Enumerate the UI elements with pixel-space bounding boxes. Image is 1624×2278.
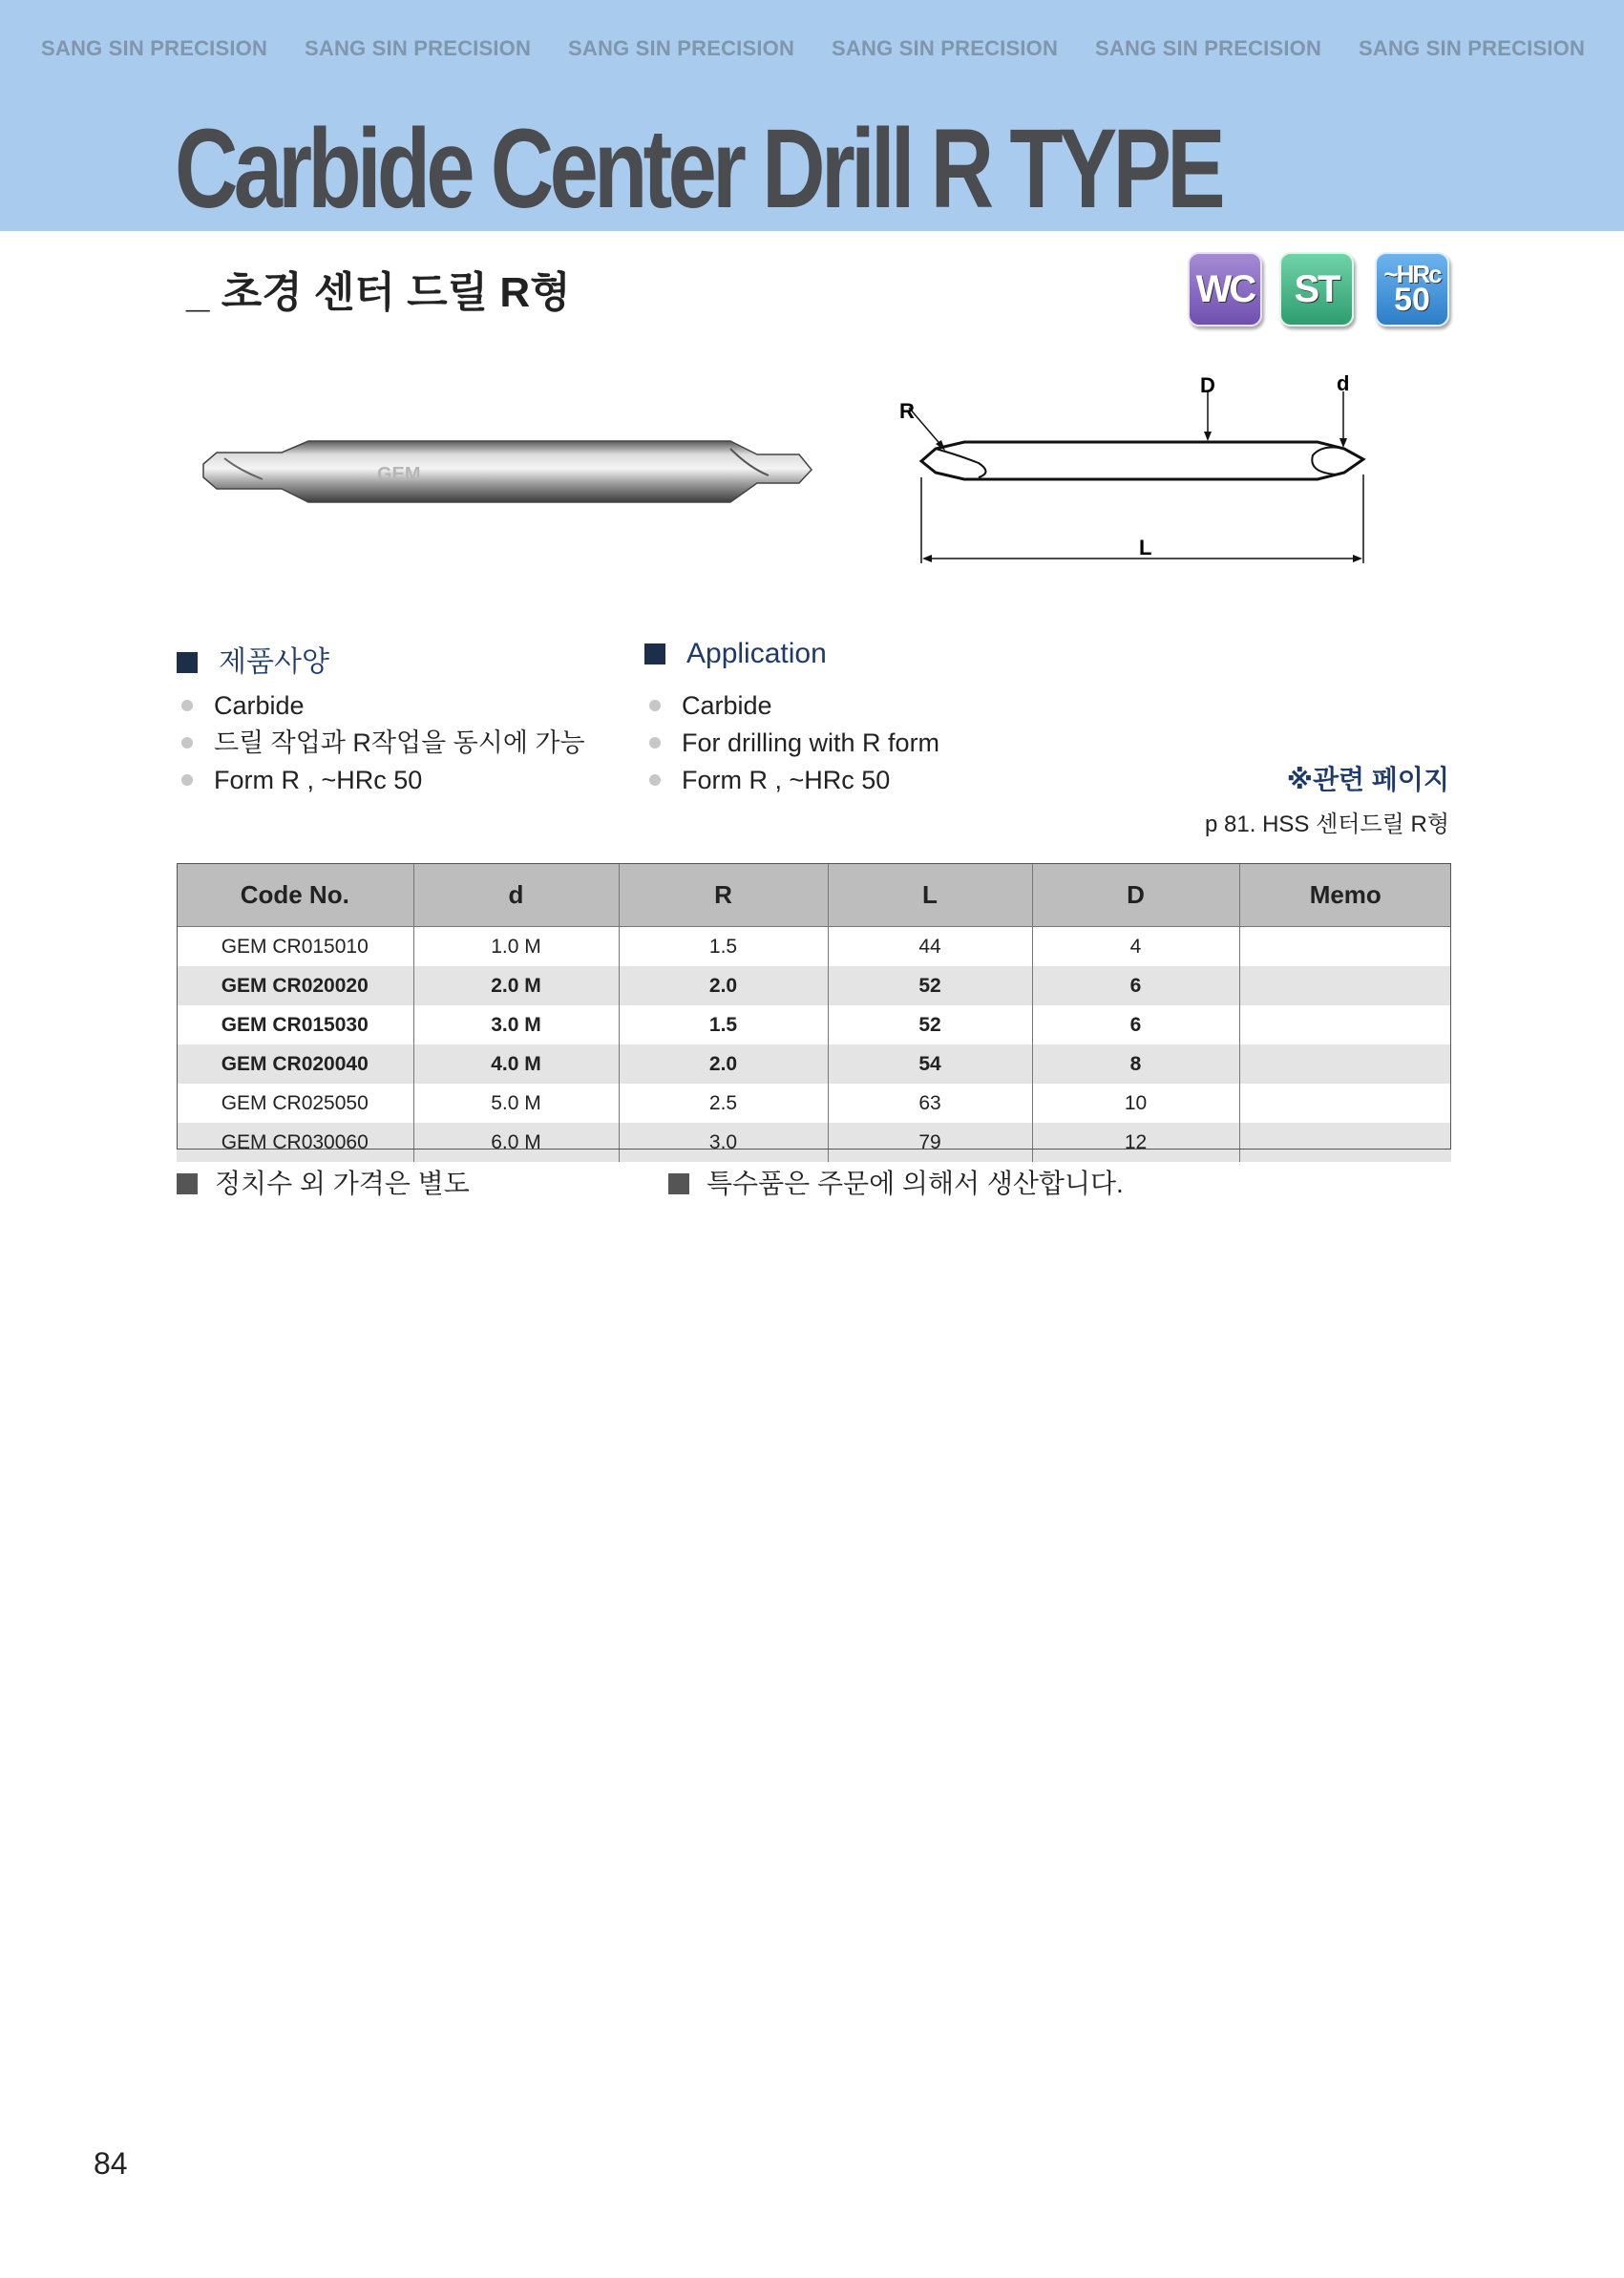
brand-text: SANG SIN PRECISION: [1095, 36, 1322, 60]
column-header: R: [619, 863, 828, 927]
specs-item-label: Form R , ~HRc 50: [214, 766, 423, 794]
table-cell: GEM CR020020: [177, 966, 413, 1005]
column-header: Memo: [1239, 863, 1451, 927]
specs-item-label: 드릴 작업과 R작업을 동시에 가능: [214, 728, 585, 757]
table-cell: 4.0 M: [413, 1044, 619, 1084]
table-cell: GEM CR015010: [177, 927, 413, 967]
table-cell: 54: [828, 1044, 1032, 1084]
bullet-icon: [181, 700, 193, 711]
table-cell: 1.0 M: [413, 927, 619, 967]
list-item: [649, 725, 939, 762]
application-heading: [644, 638, 827, 670]
brand-row: [0, 36, 1624, 65]
table-cell: 3.0 M: [413, 1005, 619, 1044]
specs-item-label: Carbide: [214, 691, 305, 720]
table-cell: 2.0: [619, 1044, 828, 1084]
column-header: D: [1032, 863, 1239, 927]
bullet-icon: [649, 700, 661, 711]
table-cell: GEM CR020040: [177, 1044, 413, 1084]
brand-text: SANG SIN PRECISION: [41, 36, 268, 60]
brand-text: SANG SIN PRECISION: [568, 36, 795, 60]
application-heading-label: Application: [686, 638, 827, 669]
bullet-icon: [649, 737, 661, 749]
note-right-label: 특수품은 주문에 의해서 생산합니다.: [707, 1169, 1124, 1198]
column-header: d: [413, 863, 619, 927]
page-title: Carbide Center Drill R TYPE: [175, 106, 1222, 232]
brand-text: SANG SIN PRECISION: [1359, 36, 1586, 60]
table-cell: 8: [1032, 1044, 1239, 1084]
table-cell: 2.5: [619, 1084, 828, 1123]
table-cell: 44: [828, 927, 1032, 967]
table-cell: [1239, 966, 1451, 1005]
related-pages: [1205, 759, 1449, 838]
table-header-row: [177, 863, 1451, 927]
brand-text: SANG SIN PRECISION: [305, 36, 532, 60]
table-row: [177, 966, 1451, 1005]
list-item: [649, 762, 939, 799]
square-bullet-icon: [668, 1173, 689, 1194]
specs-list: [181, 687, 585, 799]
hrc-badge-icon: [1375, 252, 1449, 327]
table-cell: 6: [1032, 1005, 1239, 1044]
table-cell: 4: [1032, 927, 1239, 967]
table-cell: 6.0 M: [413, 1123, 619, 1162]
table-cell: [1239, 927, 1451, 967]
table-cell: 6: [1032, 966, 1239, 1005]
table-cell: 5.0 M: [413, 1084, 619, 1123]
bullet-icon: [181, 774, 193, 786]
table-cell: 1.5: [619, 1005, 828, 1044]
st-badge-label: ST: [1294, 267, 1339, 310]
column-header: Code No.: [177, 863, 413, 927]
table-cell: GEM CR030060: [177, 1123, 413, 1162]
list-item: [181, 762, 585, 799]
table-row: [177, 1005, 1451, 1044]
application-item-label: Form R , ~HRc 50: [682, 766, 891, 794]
list-item: [649, 687, 939, 725]
table-row: [177, 1044, 1451, 1084]
wc-badge-icon: [1188, 252, 1262, 327]
diagram-label-d: d: [1337, 371, 1350, 395]
drill-diagram: [888, 368, 1375, 578]
application-item-label: Carbide: [682, 691, 772, 720]
table-row: [177, 1084, 1451, 1123]
table-cell: 3.0: [619, 1123, 828, 1162]
specs-heading: [177, 638, 329, 680]
brand-text: SANG SIN PRECISION: [832, 36, 1059, 60]
square-bullet-icon: [177, 652, 198, 673]
table-cell: 79: [828, 1123, 1032, 1162]
table-cell: 1.5: [619, 927, 828, 967]
table-row: [177, 927, 1451, 967]
diagram-label-R: R: [899, 399, 915, 423]
note-right: [668, 1163, 1124, 1201]
table-cell: [1239, 1084, 1451, 1123]
table-cell: [1239, 1044, 1451, 1084]
note-left-label: 정치수 외 가격은 별도: [215, 1169, 470, 1198]
table-cell: GEM CR015030: [177, 1005, 413, 1044]
column-header: L: [828, 863, 1032, 927]
diagram-label-D: D: [1200, 373, 1215, 397]
bullet-icon: [649, 774, 661, 786]
hrc-badge-bottom: 50: [1394, 282, 1430, 319]
wc-badge-label: WC: [1195, 267, 1255, 310]
diagram-label-L: L: [1139, 536, 1152, 559]
table-cell: 63: [828, 1084, 1032, 1123]
table-cell: 2.0: [619, 966, 828, 1005]
related-text: p 81. HSS 센터드릴 R형: [1205, 812, 1449, 837]
list-item: [181, 725, 585, 762]
drill-engraving: GEM: [377, 464, 421, 485]
square-bullet-icon: [177, 1173, 198, 1194]
related-title: ※관련 페이지: [1286, 765, 1449, 794]
page-subtitle: _ 초경 센터 드릴 R형: [186, 269, 571, 316]
table-cell: 12: [1032, 1123, 1239, 1162]
page-number: 84: [94, 2146, 128, 2181]
table-row: [177, 1123, 1451, 1162]
table-cell: 52: [828, 966, 1032, 1005]
table-cell: GEM CR025050: [177, 1084, 413, 1123]
table-cell: 52: [828, 1005, 1032, 1044]
application-item-label: For drilling with R form: [682, 728, 940, 757]
bullet-icon: [181, 737, 193, 749]
spec-table: [177, 863, 1451, 1162]
list-item: [181, 687, 585, 725]
table-cell: 10: [1032, 1084, 1239, 1123]
st-badge-icon: [1279, 252, 1354, 327]
square-bullet-icon: [644, 643, 665, 664]
table-cell: [1239, 1005, 1451, 1044]
hrc-badge-top: ~HRc: [1383, 260, 1441, 288]
table-cell: 2.0 M: [413, 966, 619, 1005]
specs-heading-label: 제품사양: [219, 646, 329, 678]
application-list: [649, 687, 939, 799]
drill-photo: [196, 420, 816, 525]
note-left: [177, 1163, 470, 1201]
table-cell: [1239, 1123, 1451, 1162]
